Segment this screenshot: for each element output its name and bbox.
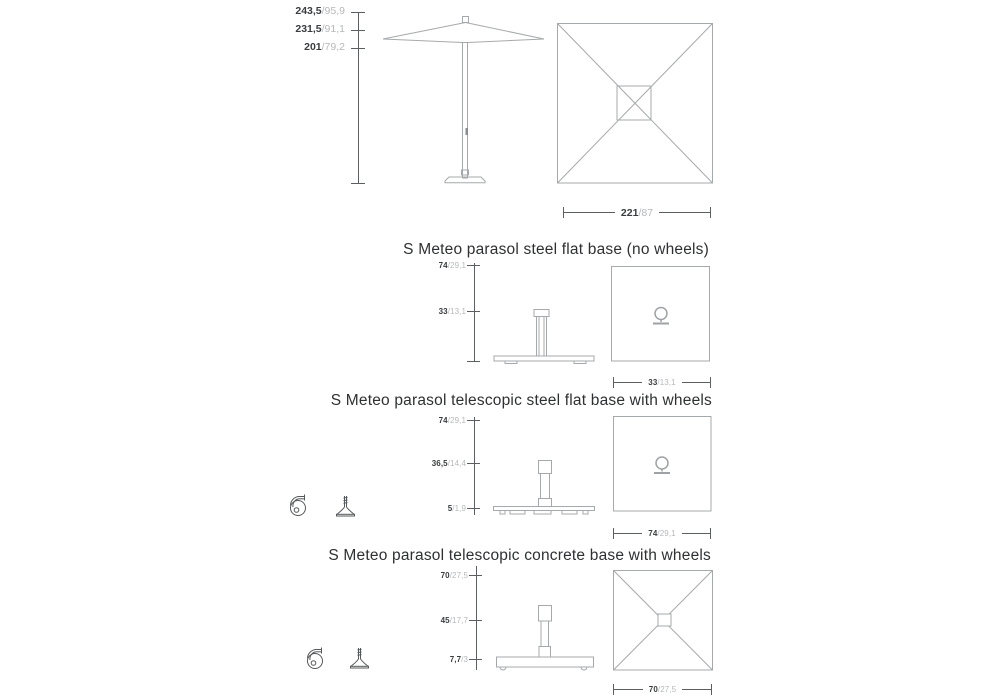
- base3-dim-tube-height: 45/17,7: [440, 616, 468, 625]
- foot-pedal-icon: [334, 494, 357, 518]
- dimension-tick: [351, 183, 365, 184]
- base2-dim-tube-height: 36,5/14,4: [431, 459, 466, 468]
- dimension-tick: [467, 508, 480, 509]
- base1-top-view-drawing: [608, 262, 714, 364]
- base3-width-dimension: 70/27,5: [613, 683, 712, 696]
- base2-side-view-drawing: [488, 455, 600, 517]
- base1-side-view-drawing: [488, 303, 600, 367]
- base2-dim-plate-height: 5/1,9: [447, 504, 466, 513]
- dimension-tick: [467, 420, 480, 421]
- base2-top-view-drawing: [608, 412, 714, 514]
- dimension-tick: [467, 265, 480, 266]
- section-title-telescopic-steel-base: S Meteo parasol telescopic steel flat base with wheels: [330, 392, 712, 409]
- base1-dim-total-height: 74/29,1: [438, 261, 466, 270]
- dimension-tick: [351, 48, 365, 49]
- umbrella-height-dim-1: 243,5/95,9: [295, 5, 345, 17]
- umbrella-side-view-drawing: [375, 8, 550, 188]
- section-title-steel-flat-base: S Meteo parasol steel flat base (no wheels): [403, 241, 709, 258]
- dimension-tick: [467, 311, 480, 312]
- base3-dim-total-height: 70/27,5: [440, 571, 468, 580]
- umbrella-height-dim-2: 231,5/91,1: [295, 23, 345, 35]
- pole-socket-icon: [656, 457, 668, 469]
- base3-side-view-drawing: [488, 600, 600, 672]
- base3-height-dimension-line: [476, 566, 477, 670]
- caster-wheel-icon: [304, 646, 327, 671]
- base1-dim-tube-height: 33/13,1: [438, 307, 466, 316]
- dimension-tick: [467, 463, 480, 464]
- umbrella-height-dimension-line: [358, 12, 359, 184]
- pole-socket-icon: [655, 308, 667, 320]
- base2-width-dimension: 74/29,1: [613, 527, 711, 540]
- umbrella-width-dimension: 221/87: [563, 206, 711, 219]
- base3-top-view-drawing: [608, 566, 716, 672]
- dimension-tick: [469, 659, 482, 660]
- section-title-telescopic-concrete-base: S Meteo parasol telescopic concrete base with wheels: [328, 547, 711, 564]
- base1-width-dimension: 33/13,1: [613, 376, 711, 389]
- dimension-tick: [469, 620, 482, 621]
- dimension-tick: [467, 361, 480, 362]
- base1-height-dimension-line: [474, 263, 475, 362]
- dimension-tick: [351, 12, 365, 13]
- base2-dim-total-height: 74/29,1: [438, 416, 466, 425]
- dimension-tick: [351, 30, 365, 31]
- base3-dim-block-height: 7,7/3: [449, 655, 468, 664]
- umbrella-height-dim-3: 201/79,2: [304, 41, 345, 53]
- umbrella-top-view-drawing: [555, 20, 715, 188]
- dimension-tick: [469, 575, 482, 576]
- foot-pedal-icon: [348, 646, 371, 670]
- caster-wheel-icon: [287, 493, 310, 518]
- base2-height-dimension-line: [474, 417, 475, 515]
